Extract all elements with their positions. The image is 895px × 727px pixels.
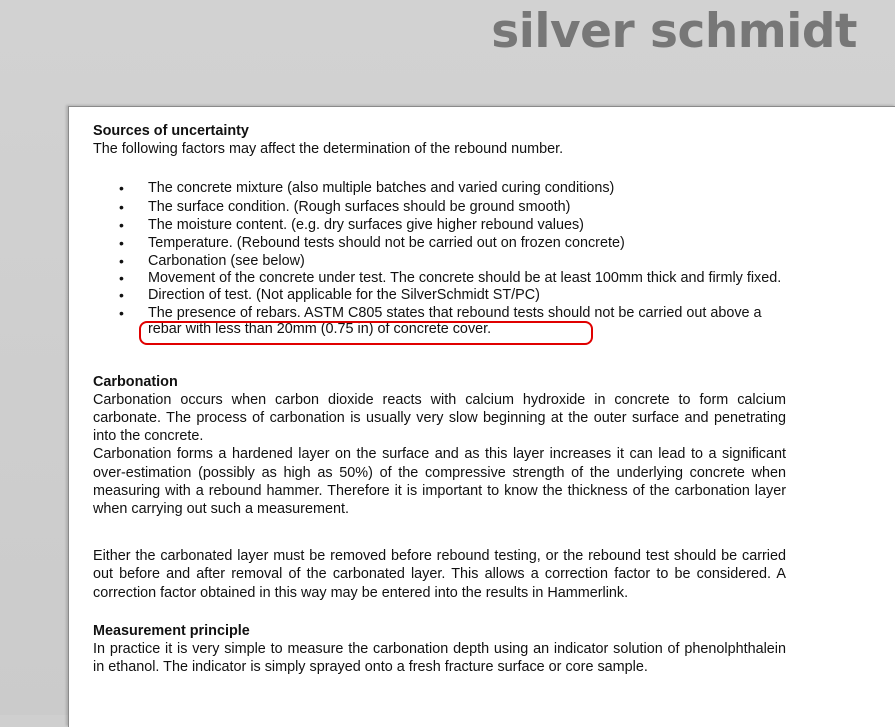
carbonation-paragraph: Either the carbonated layer must be removed before rebound testing, or the rebound test should be carried out before and after removal of the carbonated layer. This allows a correction factor to be considered. A correction factor obtained in this way may be entered into the results in Hammerlink. xyxy=(93,548,786,601)
uncertainty-heading: Sources of uncertainty xyxy=(93,123,249,139)
list-item: • The presence of rebars. ASTM C805 states that rebound tests should not be carried out above a rebar with less than 20mm (0.75 in) of concrete cover. xyxy=(93,305,786,337)
measurement-paragraph: In practice it is very simple to measure the carbonation depth using an indicator solution of phenolphthalein in ethanol. The indicator is simply sprayed onto a fresh fracture surface or core sample. xyxy=(93,641,786,676)
list-item: • The moisture content. (e.g. dry surfaces give higher rebound values) xyxy=(93,216,786,234)
measurement-heading: Measurement principle xyxy=(93,622,250,639)
carbonation-heading: Carbonation xyxy=(93,373,178,390)
list-item: • The surface condition. (Rough surfaces should be ground smooth) xyxy=(93,198,786,216)
silver-schmidt-logo: silver schmidt xyxy=(491,4,857,59)
list-item: • Carbonation (see below) xyxy=(93,252,786,270)
list-item: • The concrete mixture (also multiple batches and varied curing conditions) xyxy=(93,179,786,197)
list-item: • Movement of the concrete under test. The concrete should be at least 100mm thick and firmly fixed. xyxy=(93,270,786,286)
highlight-annotation-box xyxy=(139,321,593,345)
list-item-direction-of-test: • Direction of test. (Not applicable for the SilverSchmidt ST/PC) xyxy=(93,286,786,304)
carbonation-paragraph: Carbonation forms a hardened layer on the surface and as this layer increases it can lead to a significant over-estimation (possibly as high as 50%) of the compressive strength of the underlying concrete when measuring with a rebound hammer. Therefore it is important to know the thickness of the carbonation layer when carrying out such a measurement. xyxy=(93,446,786,518)
uncertainty-factor-list xyxy=(93,179,786,336)
document-content xyxy=(93,122,786,676)
uncertainty-intro: The following factors may affect the determination of the rebound number. xyxy=(93,141,564,158)
list-item: • Temperature. (Rebound tests should not be carried out on frozen concrete) xyxy=(93,234,786,252)
document-page xyxy=(68,106,895,727)
carbonation-paragraph: Carbonation occurs when carbon dioxide reacts with calcium hydroxide in concrete to form calcium carbonate. The process of carbonation is usually very slow beginning at the outer surface and penetrating into the concrete. xyxy=(93,391,786,445)
